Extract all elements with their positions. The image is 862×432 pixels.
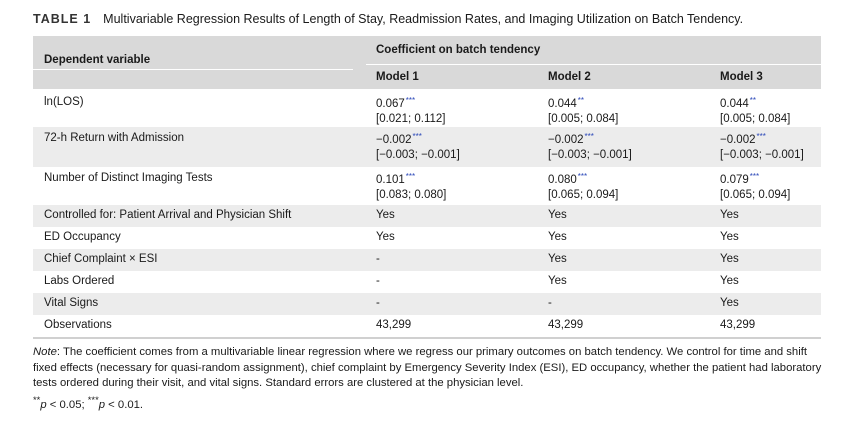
confidence-interval: [0.065; 0.094] [720,189,791,201]
coef-value: 0.101 [376,174,405,186]
row-label: Chief Complaint × ESI [44,253,158,265]
header-divider-right [366,64,821,65]
confidence-interval: [−0.003; −0.001] [548,149,632,161]
table-row [33,167,821,205]
coef-value: 0.079 [720,174,749,186]
sig-stars: ** [577,96,585,105]
p-symbol: p [98,398,106,411]
sig-stars: *** [749,172,760,181]
cell: Yes [376,209,395,221]
cell: Yes [548,209,567,221]
sig-stars: *** [405,172,416,181]
table-row [33,249,821,271]
cell [720,172,790,201]
row-label: ED Occupancy [44,231,121,243]
sig-stars: *** [577,172,588,181]
coefficient-heading: Coefficient on batch tendency [376,44,541,56]
cell [376,96,445,125]
confidence-interval: [0.005; 0.084] [720,113,791,125]
sig-threshold: < 0.05; [46,398,88,411]
cell: 43,299 [720,319,756,331]
cell: Yes [720,231,739,243]
cell [548,96,618,125]
coef-value: 0.067 [376,98,405,110]
table-row [33,293,821,315]
table-row [33,127,821,167]
cell: Yes [720,253,739,265]
confidence-interval: [0.065; 0.094] [548,189,619,201]
sig-stars: *** [405,96,416,105]
confidence-interval: [0.021; 0.112] [376,113,446,125]
cell: Yes [720,275,739,287]
table-label: TABLE 1 [33,12,92,26]
confidence-interval: [0.005; 0.084] [548,113,619,125]
table-title: Multivariable Regression Results of Length of Stay, Readmission Rates, and Imaging Utilization on Batch Tendency. [103,12,744,26]
confidence-interval: [−0.003; −0.001] [720,149,804,161]
model-2-heading: Model 2 [548,71,591,83]
cell [720,132,804,161]
coef-value: 0.044 [548,98,577,110]
model-1-heading: Model 1 [376,71,419,83]
cell: - [376,297,380,309]
cell: 43,299 [376,319,412,331]
sig-threshold: < 0.01. [105,398,144,411]
cell: 43,299 [548,319,584,331]
cell: Yes [548,253,567,265]
table-header [33,36,821,89]
row-label: Observations [44,319,112,331]
cell [720,96,790,125]
cell: - [376,275,380,287]
row-label: ln(LOS) [44,96,84,108]
note-prefix: Note [33,346,57,358]
cell [376,172,446,201]
sig-stars: *** [756,132,766,141]
coef-value: 0.044 [720,98,749,110]
row-label: 72-h Return with Admission [44,132,184,144]
coef-value: −0.002 [376,134,412,146]
header-divider-left [33,69,353,70]
sig-stars: ** [749,96,757,105]
cell [548,172,618,201]
cell [376,132,460,161]
cell: Yes [720,297,739,309]
dependent-variable-heading: Dependent variable [44,54,151,66]
row-label: Vital Signs [44,297,99,309]
p-symbol: p [40,398,47,411]
row-label: Number of Distinct Imaging Tests [44,172,213,184]
model-3-heading: Model 3 [720,71,763,83]
sig-stars: *** [584,132,594,141]
regression-table [33,36,821,339]
table-note [33,345,823,413]
table-row [33,89,821,127]
cell: Yes [548,275,567,287]
row-label: Controlled for: Patient Arrival and Physician Shift [44,209,292,221]
confidence-interval: [−0.003; −0.001] [376,149,460,161]
table-row [33,271,821,293]
table-row [33,205,821,227]
coef-value: 0.080 [548,174,577,186]
note-text: : The coefficient comes from a multivariable linear regression where we regress our primary outcomes on batch tendency. We control for time and shift fixed effects (necessary for quasi-random assignment), chief complaint by Emergency Severity Index (ESI), ED occupancy, whether the patient had laboratory tests ordered during their visit, and vital signs. Standard errors are clustered at the physician level. [33,346,822,389]
cell: Yes [376,231,395,243]
sig-stars: ** [33,393,41,405]
coef-value: −0.002 [548,134,584,146]
coef-value: −0.002 [720,134,756,146]
table-bottom-rule [33,337,821,339]
table-row [33,227,821,249]
cell: Yes [548,231,567,243]
sig-stars: *** [412,132,422,141]
sig-stars: *** [87,393,99,405]
cell: - [548,297,552,309]
cell: - [376,253,380,265]
table-row [33,315,821,337]
cell: Yes [720,209,739,221]
row-label: Labs Ordered [44,275,115,287]
cell [548,132,632,161]
table-caption [33,12,833,26]
confidence-interval: [0.083; 0.080] [376,189,447,201]
